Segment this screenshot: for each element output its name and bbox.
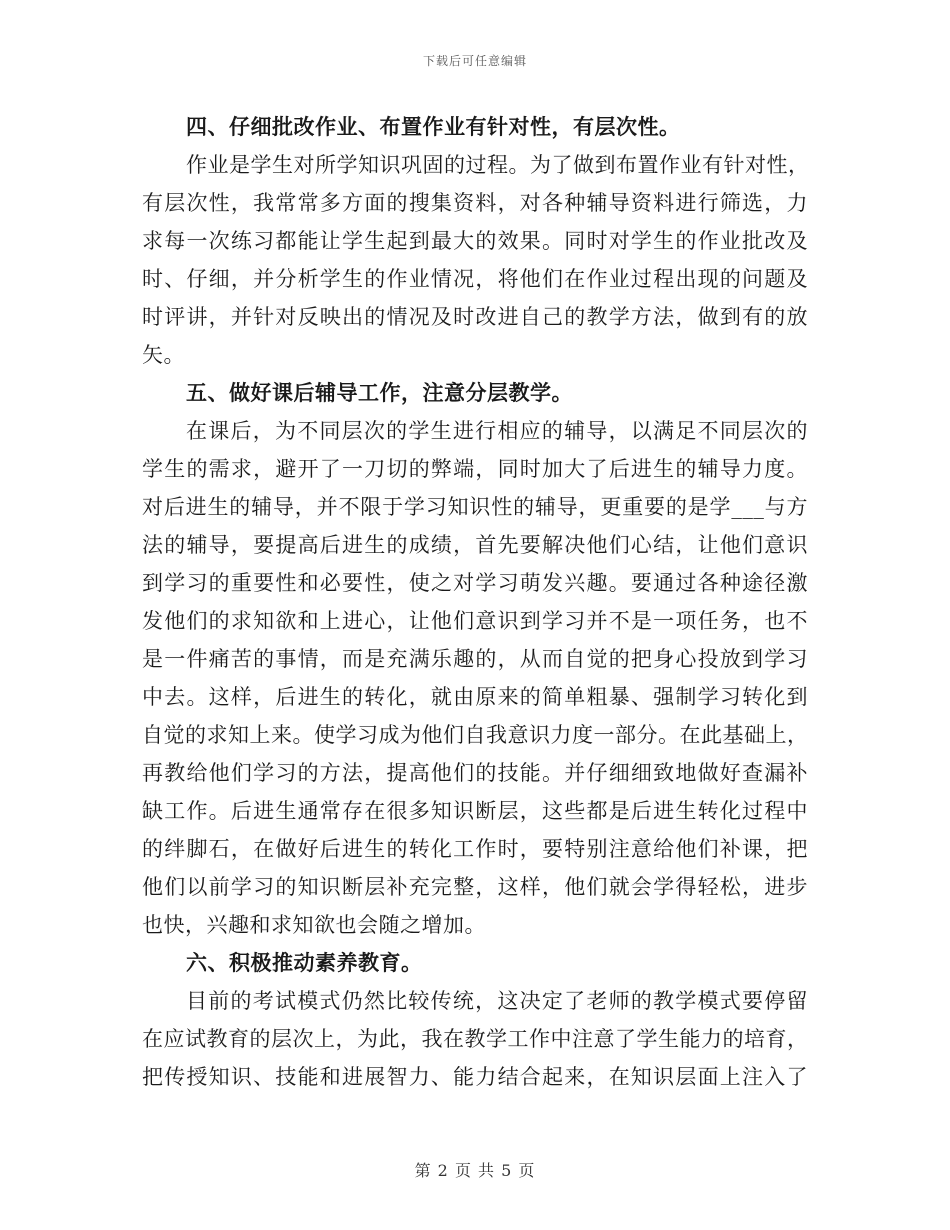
paragraph-line: 法的辅导，要提高后进生的成绩，首先要解决他们心结，让他们意识 — [142, 533, 808, 557]
paragraph-line: 是一件痛苦的事情，而是充满乐趣的，从而自觉的把身心投放到学习 — [142, 647, 808, 671]
paragraph-line: 学生的需求，避开了一刀切的弊端，同时加大了后进生的辅导力度。 — [142, 457, 808, 481]
paragraph-line: 也快，兴趣和求知欲也会随之增加。 — [142, 913, 486, 937]
paragraph-line: 的绊脚石，在做好后进生的转化工作时，要特别注意给他们补课，把 — [142, 837, 808, 861]
paragraph-line: 他们以前学习的知识断层补充完整，这样，他们就会学得轻松，进步 — [142, 875, 808, 899]
section-heading: 四、仔细批改作业、布置作业有针对性，有层次性。 — [186, 114, 681, 139]
page-footer: 第 2 页 共 5 页 — [414, 1161, 536, 1180]
paragraph-line: 在应试教育的层次上，为此，我在教学工作中注意了学生能力的培育， — [142, 1027, 809, 1051]
paragraph-line: 求每一次练习都能让学生起到最大的效果。同时对学生的作业批改及 — [142, 229, 808, 253]
section-heading: 六、积极推动素养教育。 — [186, 950, 423, 975]
paragraph-line: 把传授知识、技能和进展智力、能力结合起来，在知识层面上注入了 — [142, 1065, 808, 1089]
paragraph-line: 发他们的求知欲和上进心，让他们意识到学习并不是一项任务，也不 — [142, 609, 808, 633]
paragraph-line: 在课后，为不同层次的学生进行相应的辅导，以满足不同层次的 — [186, 419, 808, 443]
paragraph-line: 中去。这样，后进生的转化，就由原来的简单粗暴、强制学习转化到 — [142, 685, 808, 709]
paragraph-line: 目前的考试模式仍然比较传统，这决定了老师的教学模式要停留 — [186, 989, 808, 1013]
paragraph-line: 时、仔细，并分析学生的作业情况，将他们在作业过程出现的问题及 — [142, 267, 808, 291]
paragraph-line: 再教给他们学习的方法，提高他们的技能。并仔细细致地做好查漏补 — [142, 761, 808, 785]
paragraph-line: 到学习的重要性和必要性，使之对学习萌发兴趣。要通过各种途径激 — [142, 571, 808, 595]
paragraph-line: 缺工作。后进生通常存在很多知识断层，这些都是后进生转化过程中 — [142, 799, 808, 823]
section-heading: 五、做好课后辅导工作，注意分层教学。 — [186, 380, 573, 405]
paragraph-line: 作业是学生对所学知识巩固的过程。为了做到布置作业有针对性， — [186, 153, 810, 177]
paragraph-line: 对后进生的辅导，并不限于学习知识性的辅导，更重要的是学___与方 — [142, 495, 808, 519]
document-body — [142, 108, 808, 1096]
paragraph-line: 自觉的求知上来。使学习成为他们自我意识力度一部分。在此基础上， — [142, 723, 809, 747]
paragraph-line: 时评讲，并针对反映出的情况及时改进自己的教学方法，做到有的放 — [142, 305, 808, 329]
paragraph-line: 矢。 — [142, 343, 185, 367]
paragraph-line: 有层次性，我常常多方面的搜集资料，对各种辅导资料进行筛选，力 — [142, 191, 808, 215]
page-header: 下载后可任意编辑 — [422, 54, 527, 68]
